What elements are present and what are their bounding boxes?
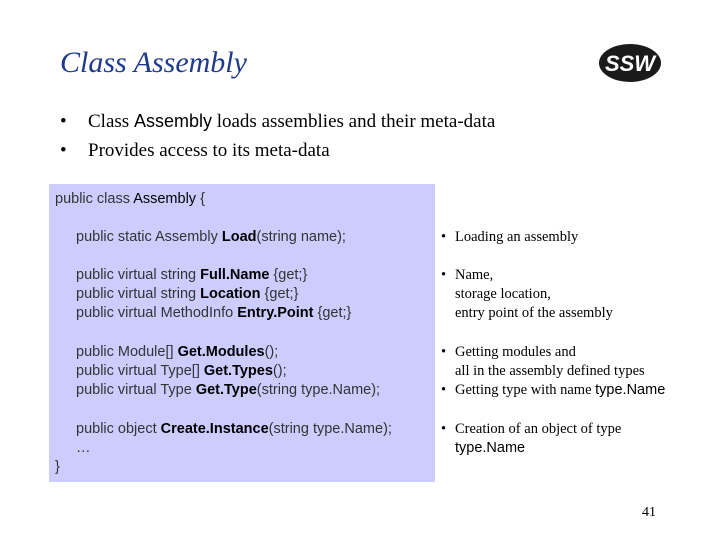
note-properties: • Name, storage location, entry point of the assembly xyxy=(441,267,613,321)
code-line-location: public virtual string Location {get;} xyxy=(76,286,299,302)
code-line-load: public static Assembly Load(string name); xyxy=(76,229,346,245)
ssw-logo xyxy=(598,42,666,84)
page-number: 41 xyxy=(642,505,656,520)
note-bullet: • xyxy=(441,382,447,398)
code-line-class-open: public class Assembly { xyxy=(55,191,205,207)
code-line-entrypoint: public virtual MethodInfo Entry.Point {get;} xyxy=(76,305,352,321)
code-block-get-methods xyxy=(76,343,380,400)
code-line-class-close: } xyxy=(55,459,60,475)
bullet-marker: • xyxy=(60,111,67,132)
code-line-getmodules: public Module[] Get.Modules(); xyxy=(76,344,279,360)
note-bullet: • xyxy=(441,344,447,360)
bullet-text: Provides access to its meta-data xyxy=(88,140,330,161)
code-block-create xyxy=(76,420,392,458)
bullet-code: Assembly xyxy=(133,111,212,131)
note-create: • Creation of an object of type type.Name xyxy=(441,421,622,456)
slide-title: Class Assembly xyxy=(60,46,247,79)
code-line-ellipsis: … xyxy=(76,440,91,456)
bullet-item xyxy=(60,136,495,166)
bullet-list xyxy=(60,106,495,166)
bullet-item xyxy=(60,106,495,136)
bullet-text-pre: Class xyxy=(88,111,134,132)
code-line-gettype: public virtual Type Get.Type(string type.Name); xyxy=(76,382,381,398)
bullet-text-post: loads assemblies and their meta-data xyxy=(211,111,496,132)
code-block-properties xyxy=(76,266,351,323)
logo-text: SSW xyxy=(604,51,656,76)
note-get-methods: • Getting modules and all in the assembly defined types • Getting type with name type.Name xyxy=(441,344,666,398)
code-line-createinstance: public object Create.Instance(string type.Name); xyxy=(76,421,392,437)
note-bullet: • xyxy=(441,229,447,245)
note-load: • Loading an assembly xyxy=(441,229,579,245)
note-bullet: • xyxy=(441,267,447,283)
code-line-gettypes: public virtual Type[] Get.Types(); xyxy=(76,363,287,379)
code-line-fullname: public virtual string Full.Name {get;} xyxy=(76,267,308,283)
bullet-marker: • xyxy=(60,140,67,161)
note-bullet: • xyxy=(441,421,447,437)
